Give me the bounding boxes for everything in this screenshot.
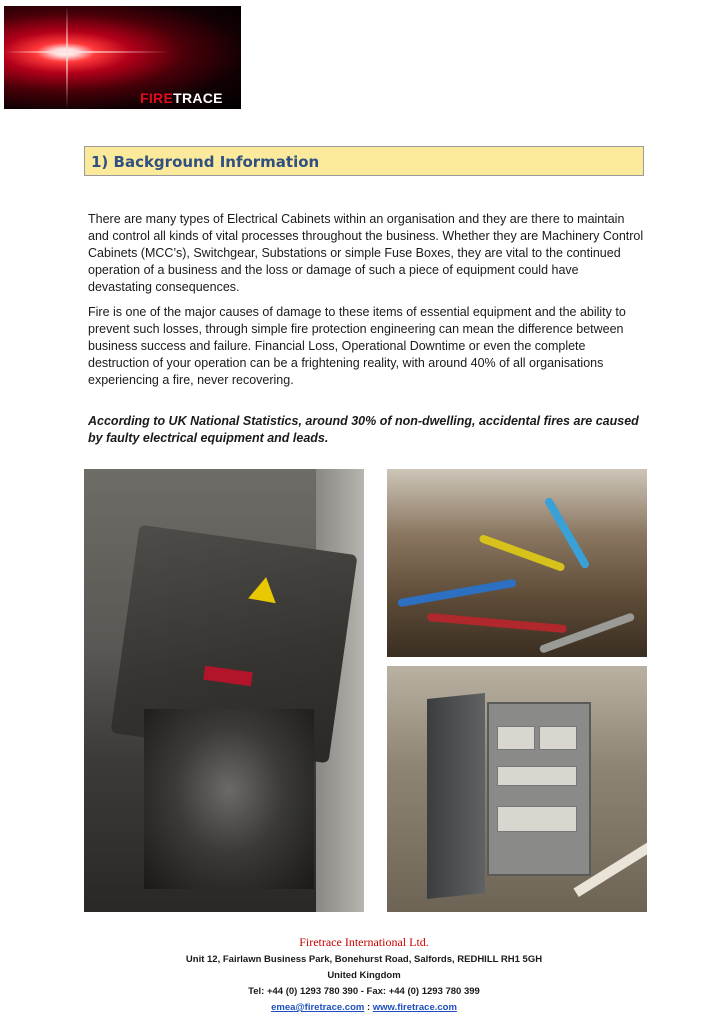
cabinet-component — [497, 766, 577, 786]
paragraph-statistics: According to UK National Statistics, around 30% of non-dwelling, accidental fires are caused by faulty electrical equipment and leads. — [88, 414, 639, 445]
paragraph-cabinets-intro: There are many types of Electrical Cabinets within an organisation and they are there to maintain and control all kinds of vital processes throughout the business. Whether they are Machinery Control Cabinets (MCC’s), Switchgear, Substations or simple Fuse Boxes, they are vital to the continued operation of a business and the loss or damage of such a piece of equipment could have devastating consequences. — [88, 212, 644, 294]
footer-email-link[interactable]: emea@firetrace.com — [271, 1002, 365, 1013]
section-heading-box — [84, 146, 644, 176]
cabinet-component — [497, 726, 535, 750]
firetrace-logo — [4, 6, 241, 109]
footer-address: Unit 12, Fairlawn Business Park, Bonehurst Road, Salfords, REDHILL RH1 5GH — [185, 954, 543, 965]
paragraph-fire-risk: Fire is one of the major causes of damage to these items of essential equipment and the ability to prevent such losses, through simple fire protection engineering can mean the difference between business success and failure. Financial Loss, Operational Downtime or even the complete destruction of your operation can be a frightening reality, with around 40% of all organisations experiencing a fire, never recovering. — [88, 305, 626, 387]
open-cabinet-door — [427, 693, 485, 899]
cabinet-component — [539, 726, 577, 750]
footer-contact-links — [0, 1002, 728, 1013]
footer-separator: : — [364, 1002, 373, 1013]
footer-country: United Kingdom — [327, 970, 401, 981]
wire-yellow — [478, 534, 565, 572]
logo-brand-fire: FIRE — [140, 90, 174, 106]
wire-red — [427, 613, 567, 633]
burnt-electrical-cabinet-photo — [84, 469, 364, 912]
footer-company: Firetrace International Ltd. — [299, 935, 429, 949]
footer-phone-fax: Tel: +44 (0) 1293 780 390 - Fax: +44 (0) 1293 780 399 — [248, 986, 480, 997]
logo-brand-text — [140, 90, 223, 106]
wire-blue — [397, 579, 517, 608]
logo-light-ray-vertical — [66, 6, 68, 109]
damaged-wiring-photo — [387, 469, 647, 657]
burnt-components — [144, 709, 314, 889]
section-heading: 1) Background Information — [91, 153, 320, 171]
wire-grey — [539, 612, 636, 654]
logo-brand-trace: TRACE — [173, 90, 223, 106]
cabinet-component — [497, 806, 577, 832]
warning-triangle-icon — [248, 575, 280, 603]
open-control-cabinet-photo — [387, 666, 647, 912]
footer-website-link[interactable]: www.firetrace.com — [372, 1002, 457, 1013]
logo-light-ray — [4, 51, 241, 53]
